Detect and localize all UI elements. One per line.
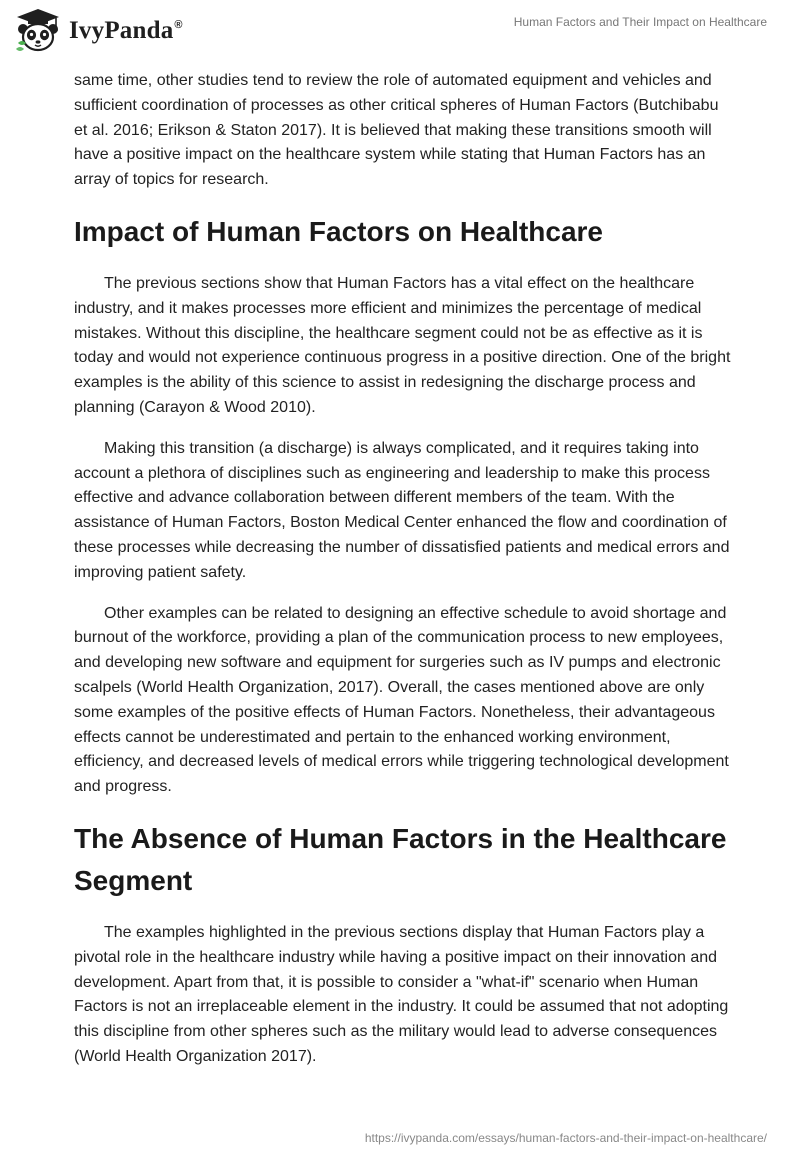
ivypanda-logo[interactable]	[14, 7, 183, 53]
paragraph-impact-1: The previous sections show that Human Factors has a vital effect on the healthcare industry, and it makes processes more efficient and minimizes the percentage of medical mistakes. Without this discipline, the healthcare segment could not be as effective as it is today and would not experience continuous progress in a positive direction. One of the bright examples is the ability of this science to assist in redesigning the discharge process and planning (Carayon & Wood 2010).	[74, 274, 731, 416]
page-header	[0, 0, 800, 62]
paragraph-impact-3: Other examples can be related to designing an effective schedule to avoid shortage and burnout of the workforce, providing a plan of the communication process to new employees, and developing new software and equipment for surgeries such as IV pumps and electronic scalpels (World Health Organization, 2017). Overall, the cases mentioned above are only some examples of the positive effects of Human Factors. Nonetheless, their advantageous effects cannot be underestimated and pertain to the enhanced working environment, efficiency, and decreased levels of medical errors while triggering technological development and progress.	[74, 604, 729, 796]
paragraph-impact-2: Making this transition (a discharge) is always complicated, and it requires taking into account a plethora of disciplines such as engineering and leadership to make this process effective and advance collaboration between different members of the team. With the assistance of Human Factors, Boston Medical Center enhanced the flow and coordination of these processes while decreasing the number of dissatisfied patients and medical errors and improving patient safety.	[74, 439, 730, 581]
heading-absence: The Absence of Human Factors in the Healthcare Segment	[74, 822, 727, 896]
logo-text: IvyPanda®	[69, 17, 183, 44]
running-title: Human Factors and Their Impact on Healthcare	[513, 15, 767, 29]
paragraph-intro: same time, other studies tend to review the role of automated equipment and vehicles and sufficient coordination of processes as other critical spheres of Human Factors (Butchibabu et al. 2016; Erikson & Staton 2017). It is believed that making these transitions smooth will have a positive impact on the healthcare system while stating that Human Factors has an array of topics for research.	[74, 72, 719, 189]
paragraph-absence-1: The examples highlighted in the previous sections display that Human Factors play a pivotal role in the healthcare industry while having a positive impact on their innovation and development. Apart from that, it is possible to consider a "what-if" scenario when Human Factors is not an irreplaceable element in the industry. It could be assumed that not adopting this discipline from other spheres such as the military would lead to adverse consequences (World Health Organization 2017).	[74, 923, 729, 1065]
essay-body	[74, 69, 736, 1070]
panda-graduate-icon	[14, 7, 62, 53]
source-url[interactable]: https://ivypanda.com/essays/human-factors-and-their-impact-on-healthcare/	[364, 1131, 767, 1145]
heading-impact: Impact of Human Factors on Healthcare	[74, 215, 604, 247]
